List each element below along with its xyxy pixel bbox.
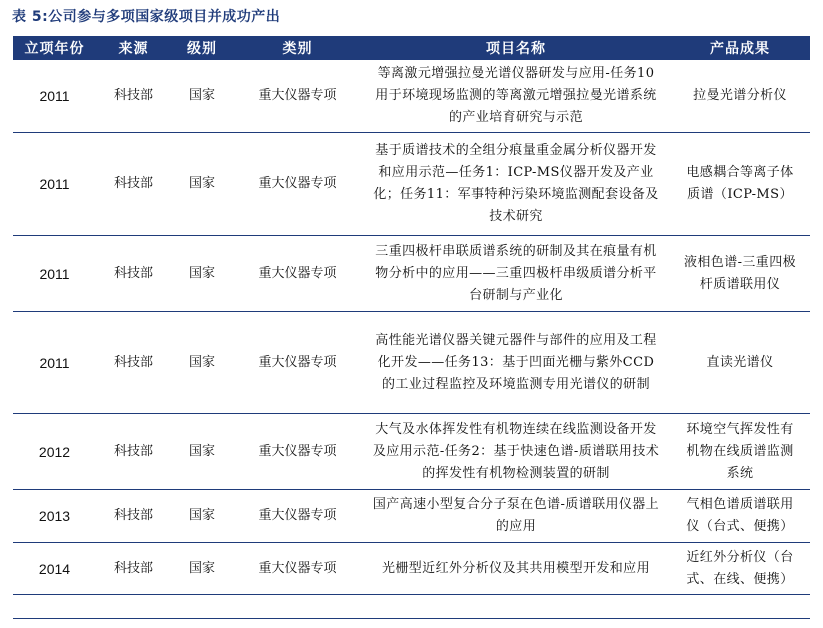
cell-empty [362, 595, 670, 619]
cell-empty [96, 595, 171, 619]
cell-project: 高性能光谱仪器关键元器件与部件的应用及工程化开发——任务13：基于凹面光栅与紫外CCD的工业过程监控及环境监测专用光谱仪的研制 [362, 312, 670, 414]
cell-project: 三重四极杆串联质谱系统的研制及其在痕量有机物分析中的应用——三重四极杆串级质谱分析平台研制与产业化 [362, 236, 670, 312]
table-row [13, 60, 810, 133]
table-row-empty [13, 595, 810, 619]
cell-project: 等离激元增强拉曼光谱仪器研发与应用-任务10用于环境现场监测的等离激元增强拉曼光谱系统的产业培育研究与示范 [362, 60, 670, 133]
table-row [13, 543, 810, 595]
table-header-row [13, 36, 810, 60]
cell-year: 2011 [13, 60, 96, 133]
header-level: 级别 [171, 36, 233, 60]
cell-level: 国家 [171, 543, 233, 595]
cell-year: 2011 [13, 236, 96, 312]
cell-year: 2013 [13, 490, 96, 543]
cell-level: 国家 [171, 414, 233, 490]
cell-source: 科技部 [96, 133, 171, 236]
cell-source: 科技部 [96, 543, 171, 595]
cell-project: 基于质谱技术的全组分痕量重金属分析仪器开发和应用示范—任务1：ICP-MS仪器开发及产业化；任务11：军事特种污染环境监测配套设备及技术研究 [362, 133, 670, 236]
cell-empty [171, 595, 233, 619]
header-category: 类别 [233, 36, 362, 60]
table-row [13, 236, 810, 312]
cell-category: 重大仪器专项 [233, 414, 362, 490]
cell-year: 2011 [13, 312, 96, 414]
cell-year: 2011 [13, 133, 96, 236]
cell-year: 2014 [13, 543, 96, 595]
cell-year: 2012 [13, 414, 96, 490]
cell-category: 重大仪器专项 [233, 236, 362, 312]
cell-product: 环境空气挥发性有机物在线质谱监测系统 [670, 414, 810, 490]
cell-level: 国家 [171, 312, 233, 414]
cell-category: 重大仪器专项 [233, 543, 362, 595]
table-row [13, 133, 810, 236]
cell-category: 重大仪器专项 [233, 133, 362, 236]
header-source: 来源 [96, 36, 171, 60]
projects-table [13, 36, 810, 619]
cell-empty [13, 595, 96, 619]
cell-source: 科技部 [96, 490, 171, 543]
cell-product: 电感耦合等离子体质谱（ICP-MS） [670, 133, 810, 236]
header-project: 项目名称 [362, 36, 670, 60]
cell-source: 科技部 [96, 414, 171, 490]
cell-source: 科技部 [96, 236, 171, 312]
header-product: 产品成果 [670, 36, 810, 60]
cell-source: 科技部 [96, 312, 171, 414]
cell-level: 国家 [171, 60, 233, 133]
cell-level: 国家 [171, 133, 233, 236]
cell-product: 直读光谱仪 [670, 312, 810, 414]
cell-category: 重大仪器专项 [233, 312, 362, 414]
cell-category: 重大仪器专项 [233, 490, 362, 543]
cell-product: 液相色谱-三重四极杆质谱联用仪 [670, 236, 810, 312]
cell-level: 国家 [171, 490, 233, 543]
cell-level: 国家 [171, 236, 233, 312]
cell-project: 大气及水体挥发性有机物连续在线监测设备开发及应用示范-任务2：基于快速色谱-质谱联用技术的挥发性有机物检测装置的研制 [362, 414, 670, 490]
cell-product: 近红外分析仪（台式、在线、便携） [670, 543, 810, 595]
cell-empty [670, 595, 810, 619]
cell-project: 国产高速小型复合分子泵在色谱-质谱联用仪器上的应用 [362, 490, 670, 543]
cell-source: 科技部 [96, 60, 171, 133]
header-year: 立项年份 [13, 36, 96, 60]
cell-project: 光栅型近红外分析仪及其共用模型开发和应用 [362, 543, 670, 595]
cell-product: 拉曼光谱分析仪 [670, 60, 810, 133]
table-row [13, 414, 810, 490]
cell-product: 气相色谱质谱联用仪（台式、便携） [670, 490, 810, 543]
table-title: 表 5:公司参与多项国家级项目并成功产出 [12, 9, 281, 25]
cell-category: 重大仪器专项 [233, 60, 362, 133]
table-row [13, 490, 810, 543]
table-row [13, 312, 810, 414]
cell-empty [233, 595, 362, 619]
